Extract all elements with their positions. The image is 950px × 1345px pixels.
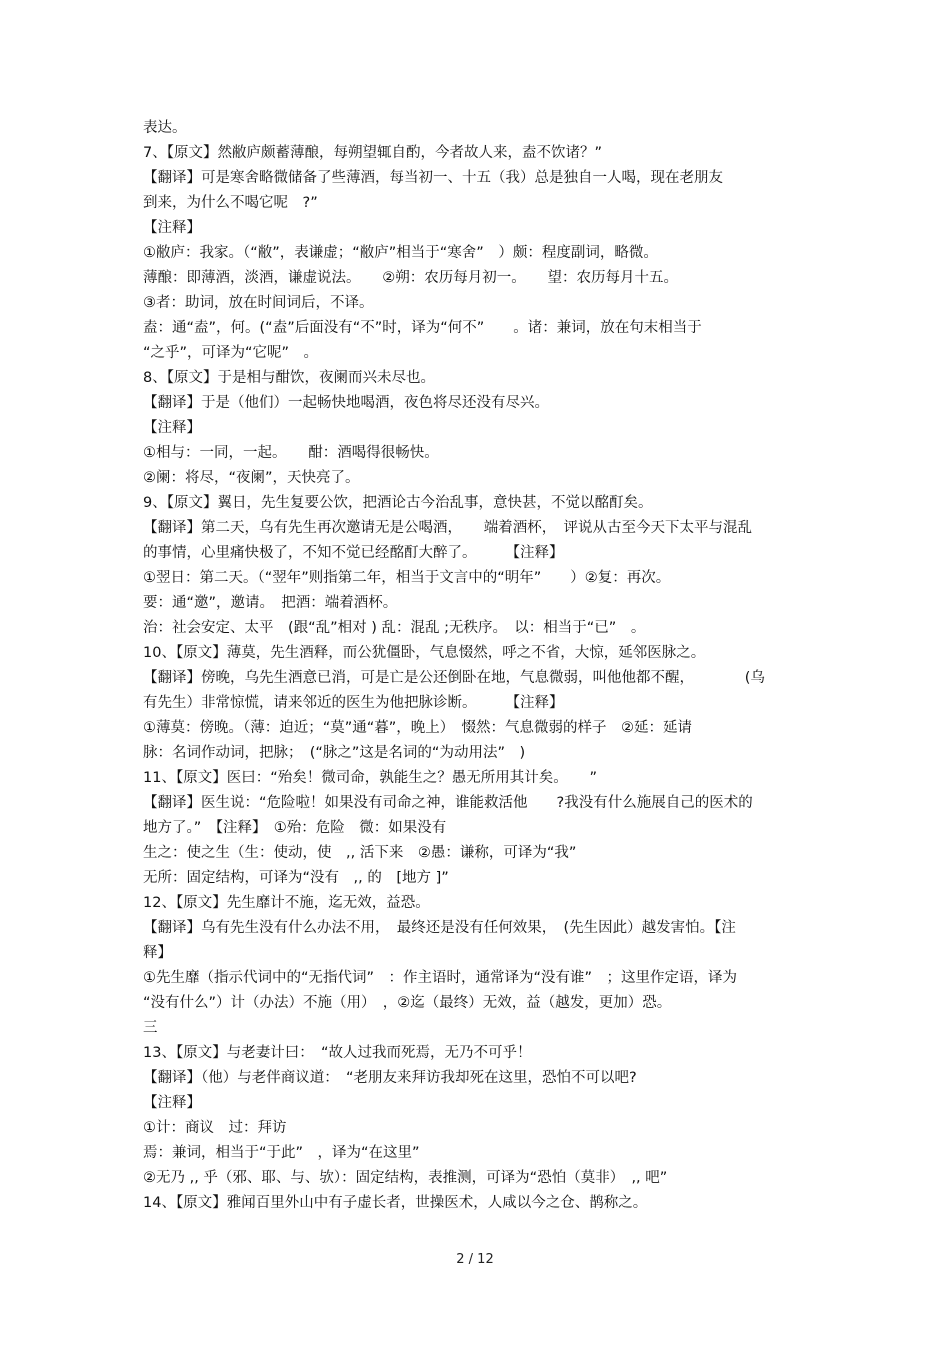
text-line: 薄酿：即薄酒，淡酒，谦虚说法。 ②朔：农历每月初一。 望：农历每月十五。 <box>143 270 678 286</box>
text-line: 13、【原文】与老妻计曰： “故人过我而死焉，无乃不可乎！ <box>143 1045 532 1061</box>
text-line: 7、【原文】然敝庐颇蓄薄酿，每朔望辄自酌，今者故人来，盍不饮诸？” <box>143 145 602 161</box>
text-line: 无所：固定结构，可译为“没有 ,, 的 [地方 ]” <box>143 870 449 886</box>
text-line: 11、【原文】医曰：“殆矣！微司命，孰能生之？愚无所用其计矣。 ” <box>143 770 597 786</box>
text-line: 【翻译】（他）与老伴商议道： “老朋友来拜访我却死在这里，恐怕不可以吧? <box>143 1070 637 1086</box>
text-line: ①先生靡（指示代词中的“无指代词” ：作主语时，通常译为“没有谁” ；这里作定语，译为 <box>143 970 738 986</box>
text-line: ①薄莫：傍晚。（薄：迫近；“莫”通“暮”，晚上） 惙然：气息微弱的样子 ②延：延请 <box>143 720 693 736</box>
text-line: 盍：通“盍”，何。(“盍”后面没有“不”时，译为“何不” 。诸：兼词，放在句末相当于 <box>143 320 702 336</box>
text-line: “之乎”，可译为“它呢” 。 <box>143 345 319 361</box>
text-line: 【翻译】医生说：“危险啦！如果没有司命之神，谁能救活他 ?我没有什么施展自己的医术的 <box>143 795 753 811</box>
text-line: 地方了。” 【注释】 ①殆：危险 微：如果没有 <box>143 820 447 836</box>
text-line: 要：通“邀”，邀请。 把酒：端着酒杯。 <box>143 595 398 611</box>
page-number: 2 / 12 <box>456 1252 494 1267</box>
text-line: 【翻译】于是（他们）一起畅快地喝酒，夜色将尽还没有尽兴。 <box>143 395 549 411</box>
text-line: 脉：名词作动词，把脉； (“脉之”这是名词的“为动用法” ) <box>143 745 526 761</box>
text-line: ①相与：一同，一起。 酣：酒喝得很畅快。 <box>143 445 439 461</box>
text-line: 三 <box>143 1020 158 1036</box>
text-line: 9、【原文】翼日，先生复要公饮，把酒论古今治乱事，意快甚，不觉以酩酊矣。 <box>143 495 653 511</box>
text-line: 焉：兼词，相当于“于此” ，译为“在这里” <box>143 1145 420 1161</box>
text-line: ②阑：将尽，“夜阑”，天快亮了。 <box>143 470 360 486</box>
text-line: 【翻译】第二天，乌有先生再次邀请无是公喝酒， 端着酒杯， 评说从古至今天下太平与混乱 <box>143 520 752 536</box>
text-line: 到来，为什么不喝它呢 ?” <box>143 195 318 211</box>
text-line: 【注释】 <box>143 420 201 436</box>
text-line: 14、【原文】雅闻百里外山中有子虚长者，世操医术，人咸以今之仓、鹊称之。 <box>143 1195 648 1211</box>
text-line: 有先生）非常惊慌，请来邻近的医生为他把脉诊断。 【注释】 <box>143 695 564 711</box>
text-line: 8、【原文】于是相与酣饮，夜阑而兴未尽也。 <box>143 370 435 386</box>
text-line: 生之：使之生（生：使动，使 ,, 活下来 ②愚：谦称，可译为“我” <box>143 845 577 861</box>
text-line: 【翻译】可是寒舍略微储备了些薄酒，每当初一、十五（我）总是独自一人喝，现在老朋友 <box>143 170 723 186</box>
text-line: 10、【原文】薄莫，先生酒释，而公犹僵卧，气息惙然，呼之不省，大惊，延邻医脉之。 <box>143 645 706 661</box>
text-line: ③者：助词，放在时间词后，不译。 <box>143 295 374 311</box>
text-line: ①翌日：第二天。（“翌年”则指第二年，相当于文言中的“明年” ）②复：再次。 <box>143 570 671 586</box>
text-line: 【翻译】傍晚，乌先生酒意已消，可是亡是公还倒卧在地，气息微弱，叫他他都不醒， (乌 <box>143 670 765 686</box>
text-line: 释】 <box>143 945 172 961</box>
text-line: 【翻译】乌有先生没有什么办法不用， 最终还是没有任何效果， (先生因此）越发害怕。【注 <box>143 920 736 936</box>
text-line: ①敝庐：我家。（“敝”，表谦虚；“敝庐”相当于“寒舍” ）颇：程度副词，略微。 <box>143 245 658 261</box>
text-line: 【注释】 <box>143 220 201 236</box>
text-line: “没有什么”）计（办法）不施（用） ，②迄（最终）无效，益（越发，更加）恐。 <box>143 995 672 1011</box>
text-line: ②无乃 ,, 乎（邪、耶、与、欤）：固定结构，表推测，可译为“恐怕（莫非） ,, 吧” <box>143 1170 668 1186</box>
text-line: 【注释】 <box>143 1095 201 1111</box>
text-line: 表达。 <box>143 120 187 136</box>
text-line: ①计：商议 过：拜访 <box>143 1120 287 1136</box>
text-line: 治：社会安定、太平 (跟“乱”相对 ) 乱：混乱 ;无秩序。 以：相当于“已” 。 <box>143 620 646 636</box>
text-line: 的事情，心里痛快极了，不知不觉已经酩酊大醉了。 【注释】 <box>143 545 564 561</box>
text-line: 12、【原文】先生靡计不施，迄无效，益恐。 <box>143 895 430 911</box>
